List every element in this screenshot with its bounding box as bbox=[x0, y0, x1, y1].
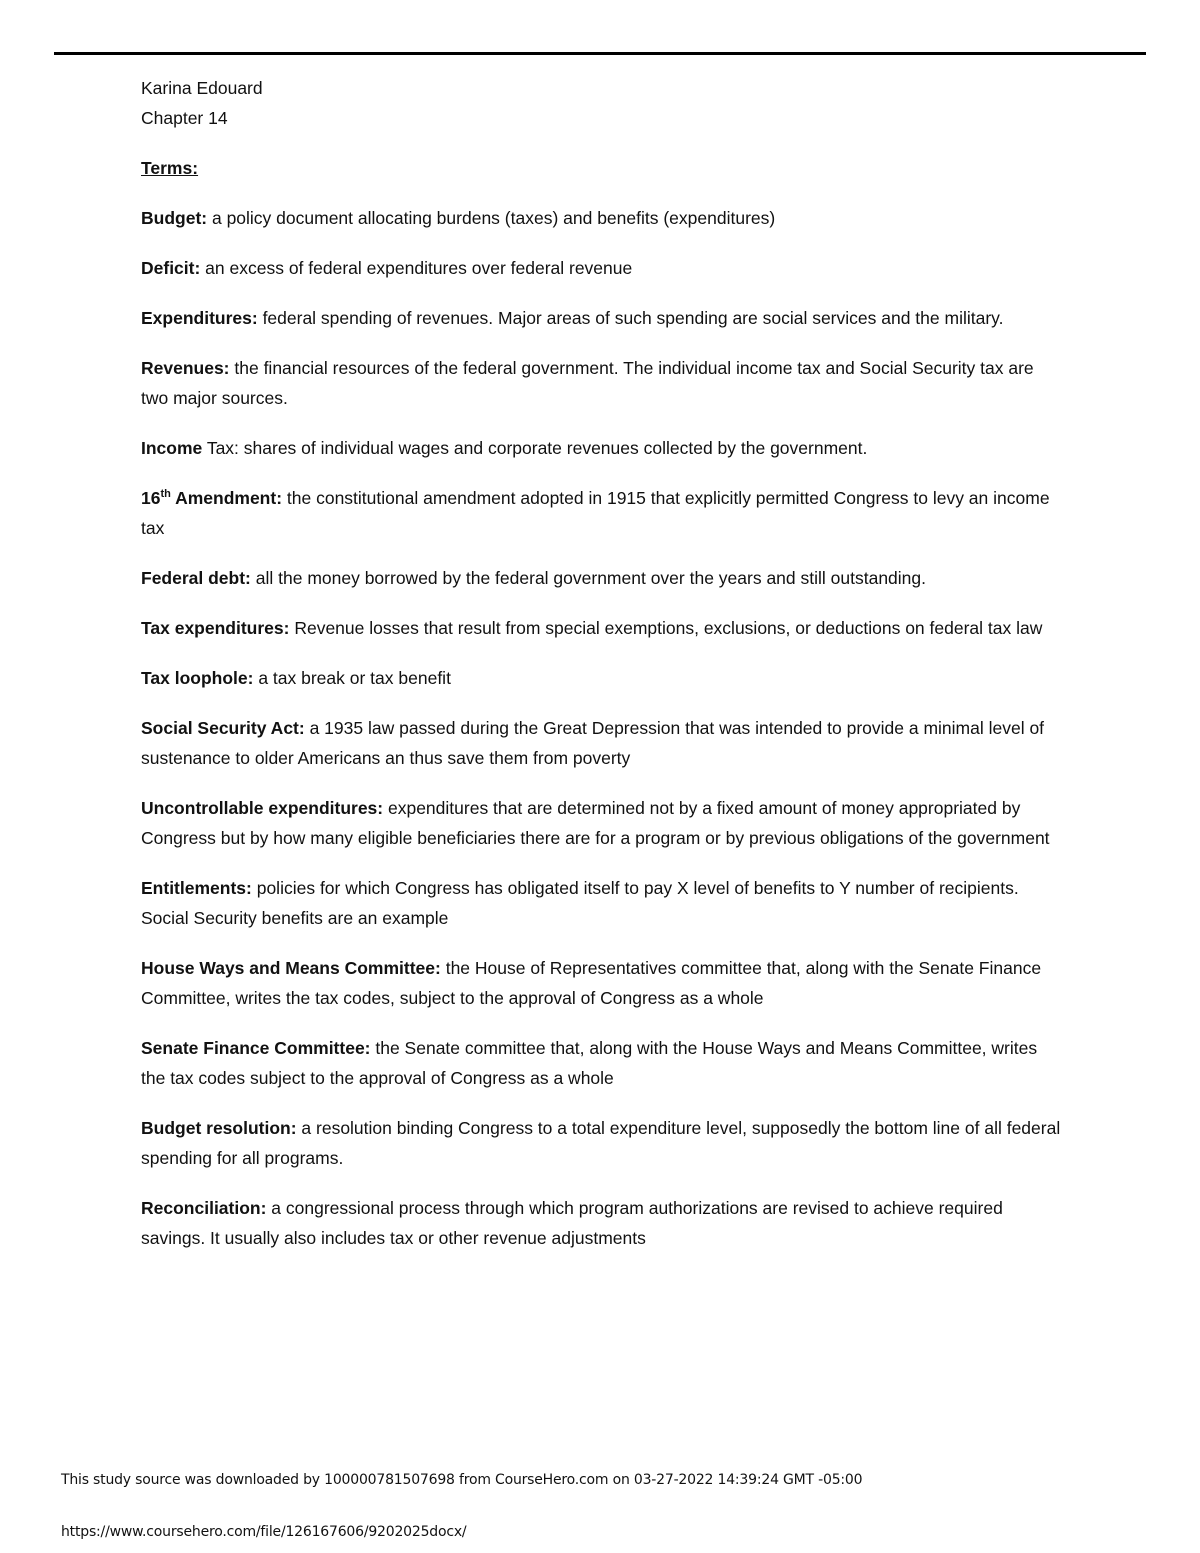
term-name: Senate Finance Committee: bbox=[141, 1038, 371, 1058]
term-definition: Revenue losses that result from special exemptions, exclusions, or deductions on federal tax law bbox=[289, 618, 1043, 638]
term-name: Revenues: bbox=[141, 358, 230, 378]
term-entry bbox=[141, 793, 1061, 853]
term-name: Tax expenditures: bbox=[141, 618, 290, 638]
term-entry bbox=[141, 713, 1061, 773]
term-definition: a policy document allocating burdens (taxes) and benefits (expenditures) bbox=[207, 208, 776, 228]
term-name: Income bbox=[141, 438, 203, 458]
term-entry bbox=[141, 1113, 1061, 1173]
term-entry bbox=[141, 433, 1061, 463]
term-entry bbox=[141, 1033, 1061, 1093]
term-entry bbox=[141, 303, 1061, 333]
term-definition: a 1935 law passed during the Great Depression that was intended to provide a minimal level of sustenance to older Americans an thus save them from poverty bbox=[141, 718, 1045, 768]
term-definition: an excess of federal expenditures over federal revenue bbox=[200, 258, 633, 278]
term-name-superscript: th bbox=[160, 488, 171, 501]
term-entry bbox=[141, 483, 1061, 543]
chapter-label: Chapter 14 bbox=[141, 108, 228, 128]
term-name: House Ways and Means Committee: bbox=[141, 958, 441, 978]
author-name: Karina Edouard bbox=[141, 78, 263, 98]
term-definition: all the money borrowed by the federal government over the years and still outstanding. bbox=[250, 568, 926, 588]
term-definition: a congressional process through which program authorizations are revised to achieve required savings. It usually also includes tax or other revenue adjustments bbox=[141, 1198, 1003, 1248]
term-name: Uncontrollable expenditures: bbox=[141, 798, 384, 818]
top-rule bbox=[54, 52, 1146, 55]
term-name: Social Security Act: bbox=[141, 718, 305, 738]
term-definition: policies for which Congress has obligated itself to pay X level of benefits to Y number of recipients. Social Security benefits are an example bbox=[141, 878, 1019, 928]
term-definition: the constitutional amendment adopted in 1915 that explicitly permitted Congress to levy an income tax bbox=[141, 488, 1050, 538]
term-name: Deficit: bbox=[141, 258, 201, 278]
term-entry bbox=[141, 953, 1061, 1013]
term-name: Entitlements: bbox=[141, 878, 252, 898]
term-definition: the House of Representatives committee that, along with the Senate Finance Committee, writes the tax codes, subject to the approval of Congress as a whole bbox=[141, 958, 1042, 1008]
term-definition: a tax break or tax benefit bbox=[253, 668, 451, 688]
term-name: Federal debt: bbox=[141, 568, 251, 588]
term-definition: federal spending of revenues. Major areas of such spending are social services and the military. bbox=[257, 308, 1004, 328]
terms-heading: Terms: bbox=[141, 158, 199, 178]
term-entry bbox=[141, 353, 1061, 413]
term-name: Tax loophole: bbox=[141, 668, 254, 688]
term-name-number: 16 bbox=[141, 488, 161, 508]
term-entry bbox=[141, 873, 1061, 933]
term-entry bbox=[141, 203, 1061, 233]
term-entry bbox=[141, 663, 1061, 693]
term-name: Budget: bbox=[141, 208, 208, 228]
term-entry bbox=[141, 613, 1061, 643]
term-definition: the financial resources of the federal government. The individual income tax and Social Security tax are two major sources. bbox=[141, 358, 1034, 408]
term-name: Reconciliation: bbox=[141, 1198, 267, 1218]
download-source-note: This study source was downloaded by 100000781507698 from CourseHero.com on 03-27-2022 14:39:24 GMT -05:00 bbox=[61, 1472, 863, 1488]
term-entry bbox=[141, 1193, 1061, 1253]
term-definition: the Senate committee that, along with the House Ways and Means Committee, writes the tax codes subject to the approval of Congress as a whole bbox=[141, 1038, 1038, 1088]
term-entry bbox=[141, 253, 1061, 283]
term-name: Budget resolution: bbox=[141, 1118, 297, 1138]
term-definition: a resolution binding Congress to a total expenditure level, supposedly the bottom line of all federal spending for all programs. bbox=[141, 1118, 1061, 1168]
term-definition: Tax: shares of individual wages and corporate revenues collected by the government. bbox=[202, 438, 868, 458]
document-body bbox=[141, 73, 1061, 1273]
term-entry bbox=[141, 563, 1061, 593]
term-name bbox=[141, 488, 282, 508]
term-definition: expenditures that are determined not by a fixed amount of money appropriated by Congress but by how many eligible beneficiaries there are for a program or by previous obligations of the government bbox=[141, 798, 1050, 848]
source-url[interactable]: https://www.coursehero.com/file/126167606/9202025docx/ bbox=[61, 1524, 467, 1540]
term-name-text: Amendment: bbox=[170, 488, 283, 508]
term-name: Expenditures: bbox=[141, 308, 258, 328]
